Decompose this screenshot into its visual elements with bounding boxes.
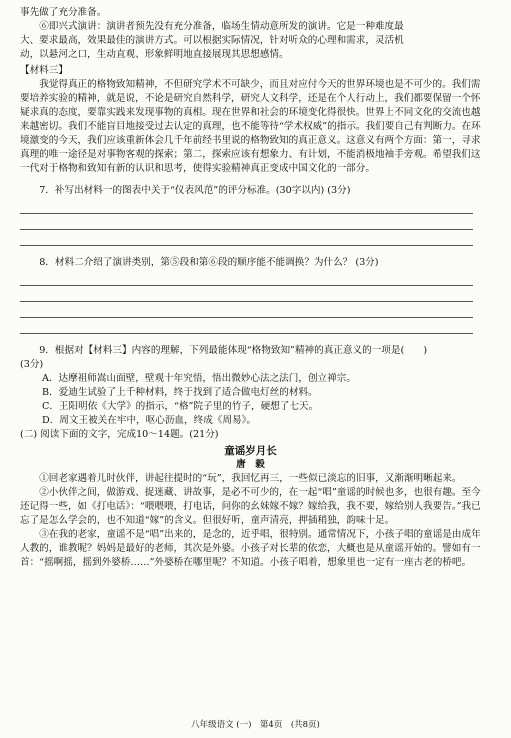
question-9: 9．根据对【材料三】内容的理解，下列最能体现“格物致知”精神的真正意义的一项是( ) bbox=[39, 345, 428, 356]
answer-line[interactable] bbox=[20, 302, 473, 318]
article-author: 唐 毅 bbox=[236, 459, 265, 470]
answer-line[interactable] bbox=[20, 198, 473, 214]
answer-line[interactable] bbox=[20, 270, 473, 286]
option-a[interactable]: A．达摩祖师嵩山面壁，壁观十年究悟，悟出微妙心法之法门，创立禅宗。 bbox=[42, 373, 356, 384]
section-heading: (二) 阅读下面的文字，完成10～14题。(21分) bbox=[20, 429, 219, 440]
option-c[interactable]: C．王阳明依《大学》的指示，“格”院子里的竹子，硬想了七天。 bbox=[42, 401, 319, 412]
article-title: 童谣岁月长 bbox=[224, 445, 277, 457]
material3-heading: 【材料三】 bbox=[20, 65, 68, 76]
article-paragraph: ①回老家遇着儿时伙伴，讲起往提时的“玩”，我回忆再三，一些似已淡忘的旧事，又渐渐明晰起来。 bbox=[39, 473, 462, 484]
text-line: 大、要求最高，效果最佳的演讲方式。可以根据实际情况，针对听众的心理和需求，灵活机 bbox=[20, 35, 404, 46]
option-d[interactable]: D．周文王被关在牢中，呕心沥血，终成《周易》。 bbox=[42, 415, 256, 426]
article-paragraph: ③在我的老家，童谣不是“唱”出来的，是念的，近乎唱，很特别。通常情况下，小孩子唱的童谣是由成年人教的，谁教呢？妈妈是最好的老师，其次是外婆。小孩子对长辈的依恋，大概也是从童谣开始的。譬如有一首：“摇啊摇，摇到外婆桥……”外婆桥在哪里呢？不知道。小孩子唱着，想象里也一定有一座古老的桥吧。 bbox=[20, 529, 481, 568]
material3-paragraph: 我觉得真正的格物致知精神，不但研究学术不可缺少，而且对应付今天的世界环境也是不可少的。我们需要培养实验的精神，就是说，不论是研究自然科学，研究人文科学，还是在个人行动上，我们都要保留一个怀疑求真的态度，要靠实践来发现事物的真相。现在世界和社会的环境变化得很快。世界上不同文化的交流也越来越密切。我们不能盲目地接受过去认定的真理，也不能等待“学术权威”的指示。我们要自己有判断力。在环境激变的今天，我们应该重新体会几千年前经书里说的格物致知的真正意义。这意义有两个方面：第一，寻求真理的唯一途径是对事物客观的探索；第二，探索应该有想象力、有计划，不能消极地袖手旁观。希望我们这一代对于格物和致知有新的认识和思考，使得实验精神真正变成中国文化的一部分。 bbox=[20, 79, 481, 174]
answer-line[interactable] bbox=[20, 318, 473, 334]
question-9-score: (3分) bbox=[20, 359, 44, 370]
text-line: ⑥即兴式演讲：演讲者预先没有充分准备，临场生情动意所发的演讲。它是一种难度最 bbox=[39, 21, 404, 32]
answer-line[interactable] bbox=[20, 214, 473, 230]
article-paragraph: ②小伙伴之间，做游戏、捉迷藏、讲故事，是必不可少的，在一起“唱”童谣的时候也多，也很有趣。至今还记得一些，如《打电话》：“喂喂喂，打电话，问你的幺妹嫁不嫁？嫁给我，我不要，嫁给别人我要告。”我已忘了是怎么学会的，也不知道“嫁”的含义。但很好听，童声清亮，押插稍独，韵味十足。 bbox=[20, 487, 481, 526]
answer-line[interactable] bbox=[20, 230, 473, 246]
page-footer: 八年级语文 (一) 第4页 (共8页) bbox=[191, 720, 320, 730]
question-8: 8．材料二介绍了演讲类别，第⑤段和第⑥段的顺序能不能调换？为什么？ (3分) bbox=[39, 257, 379, 268]
question-7: 7．补写出材料一的图表中关于“仪表风范”的评分标准。(30字以内) (3分) bbox=[39, 185, 351, 196]
text-line: 事先做了充分准备。 bbox=[20, 7, 107, 18]
text-line: 动，以悬河之口，生动直观、形象鲜明地直接展现其思想感情。 bbox=[20, 49, 289, 60]
answer-line[interactable] bbox=[20, 286, 473, 302]
option-b[interactable]: B．爱迪生试验了上千种材料，终于找到了适合做电灯丝的材料。 bbox=[42, 387, 318, 398]
